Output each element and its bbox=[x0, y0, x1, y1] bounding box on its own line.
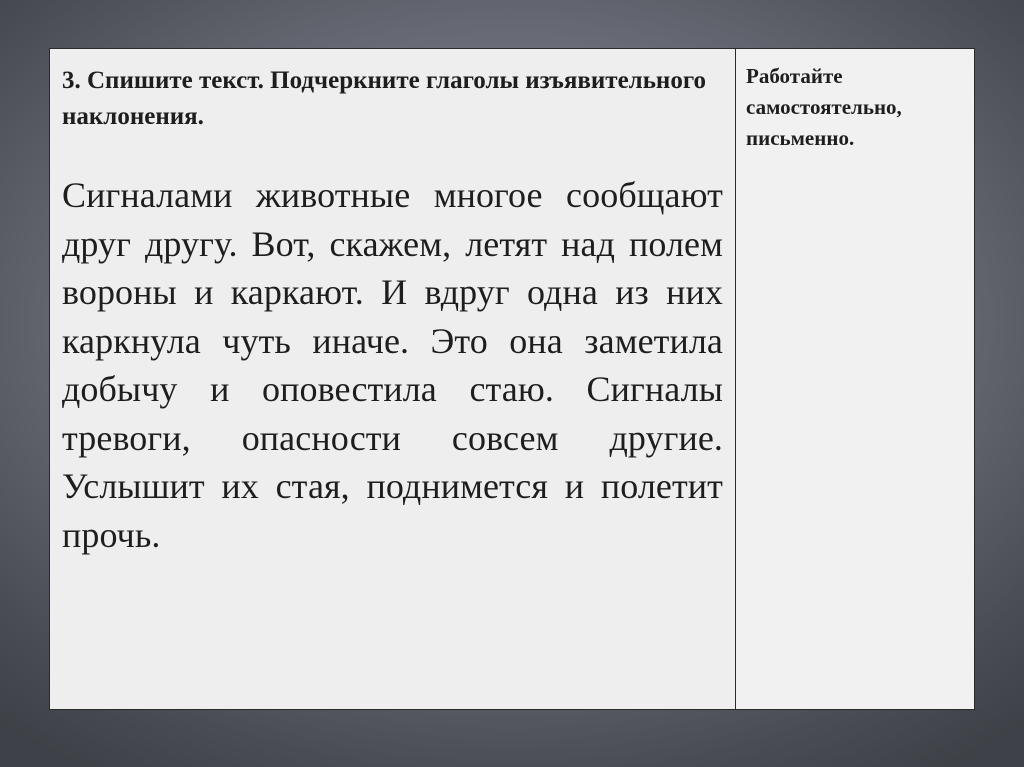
task-table bbox=[49, 48, 975, 710]
task-heading: 3. Спишите текст. Подчеркните глаголы изъявительного наклонения. bbox=[62, 67, 707, 130]
task-cell bbox=[50, 49, 736, 709]
task-passage: Сигналами животные многое сообщают друг другу. Вот, скажем, летят над полем вороны и каркают. И вдруг одна из них каркнула чуть иначе. Это она заметила добычу и оповестила стаю. Сигналы тревоги, опасности совсем другие. Услышит их стая, поднимется и полетит прочь. bbox=[62, 175, 723, 555]
instruction-text: Работайте самостоятельно, письменно. bbox=[746, 64, 902, 150]
instruction-cell bbox=[736, 49, 974, 709]
